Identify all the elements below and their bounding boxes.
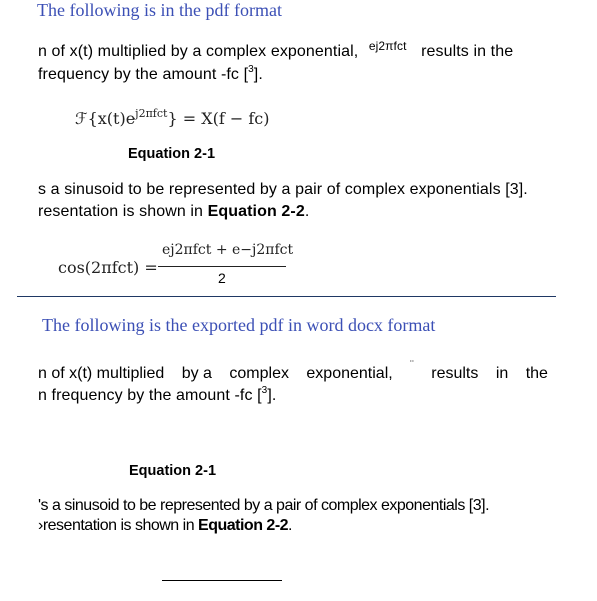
pdf-section-heading: The following is in the pdf format (37, 0, 282, 20)
pdf-equation-1 (75, 109, 269, 128)
pdf-para2-line2 (38, 203, 309, 221)
pdf-eq2-lhs: cos(2πfct) = (58, 258, 158, 277)
pdf-eq1-rhs: } = X(f − fc) (167, 109, 270, 128)
pdf-eq1-superscript: j2πfct (135, 107, 168, 120)
docx-para1-line2 (38, 387, 276, 405)
docx-para1-word: the (525, 365, 548, 382)
docx-para1-word: n of x(t) multiplied (38, 365, 165, 382)
docx-missing-equation-marker: ¨ (410, 359, 414, 371)
docx-citation-superscript: 3 (261, 385, 268, 396)
section-divider (17, 296, 556, 297)
pdf-para1-exponent: ej2πfct (368, 39, 407, 53)
docx-para1-word: exponential, (306, 365, 393, 382)
docx-para2-line2-end: . (288, 517, 292, 534)
docx-para1-line2-text: n frequency by the amount -fc [ (38, 387, 262, 404)
docx-para1-line2-end: ]. (267, 387, 277, 404)
pdf-para1-line1-end: results in the (421, 43, 514, 60)
docx-para1-word: results (431, 365, 479, 382)
pdf-para1-line2-text: frequency by the amount -fc [ (38, 66, 249, 83)
pdf-eq1-lhs: ℱ{x(t)e (75, 109, 136, 128)
pdf-para2-line2-text: resentation is shown in (38, 203, 208, 220)
docx-para2-line2-text: ›resentation is shown in (38, 517, 199, 534)
pdf-para1-line2-end: ]. (253, 66, 263, 83)
docx-para1-word: by a (181, 365, 212, 382)
pdf-para2-line1: s a sinusoid to be represented by a pair of complex exponentials [3]. (38, 181, 528, 198)
pdf-equation-1-label: Equation 2-1 (128, 146, 216, 162)
pdf-eq2-fraction-line (158, 266, 286, 267)
pdf-para1-line1 (38, 39, 514, 61)
pdf-para1-line2 (38, 66, 263, 84)
docx-empty-equation-line (162, 580, 282, 581)
docx-section-heading: The following is the exported pdf in word docx format (42, 315, 436, 335)
docx-para2-line1: 's a sinusoid to be represented by a pair of complex exponentials [3]. (38, 497, 490, 514)
docx-para1-word: complex (229, 365, 289, 382)
pdf-equation-2-reference: Equation 2-2 (207, 203, 305, 220)
pdf-para2-line2-end: . (304, 203, 310, 220)
docx-para1-line1 (38, 359, 548, 383)
docx-equation-1-label: Equation 2-1 (129, 463, 217, 479)
docx-equation-2-reference: Equation 2-2 (198, 517, 289, 534)
docx-para1-word: in (495, 365, 509, 382)
pdf-eq2-denominator: 2 (218, 270, 226, 286)
docx-para2-line2 (38, 517, 292, 535)
pdf-eq2-numerator: ej2πfct + e−j2πfct (162, 242, 294, 258)
pdf-citation-superscript: 3 (248, 64, 254, 75)
pdf-para1-line1-start: n of x(t) multiplied by a complex exponential, (38, 43, 359, 60)
